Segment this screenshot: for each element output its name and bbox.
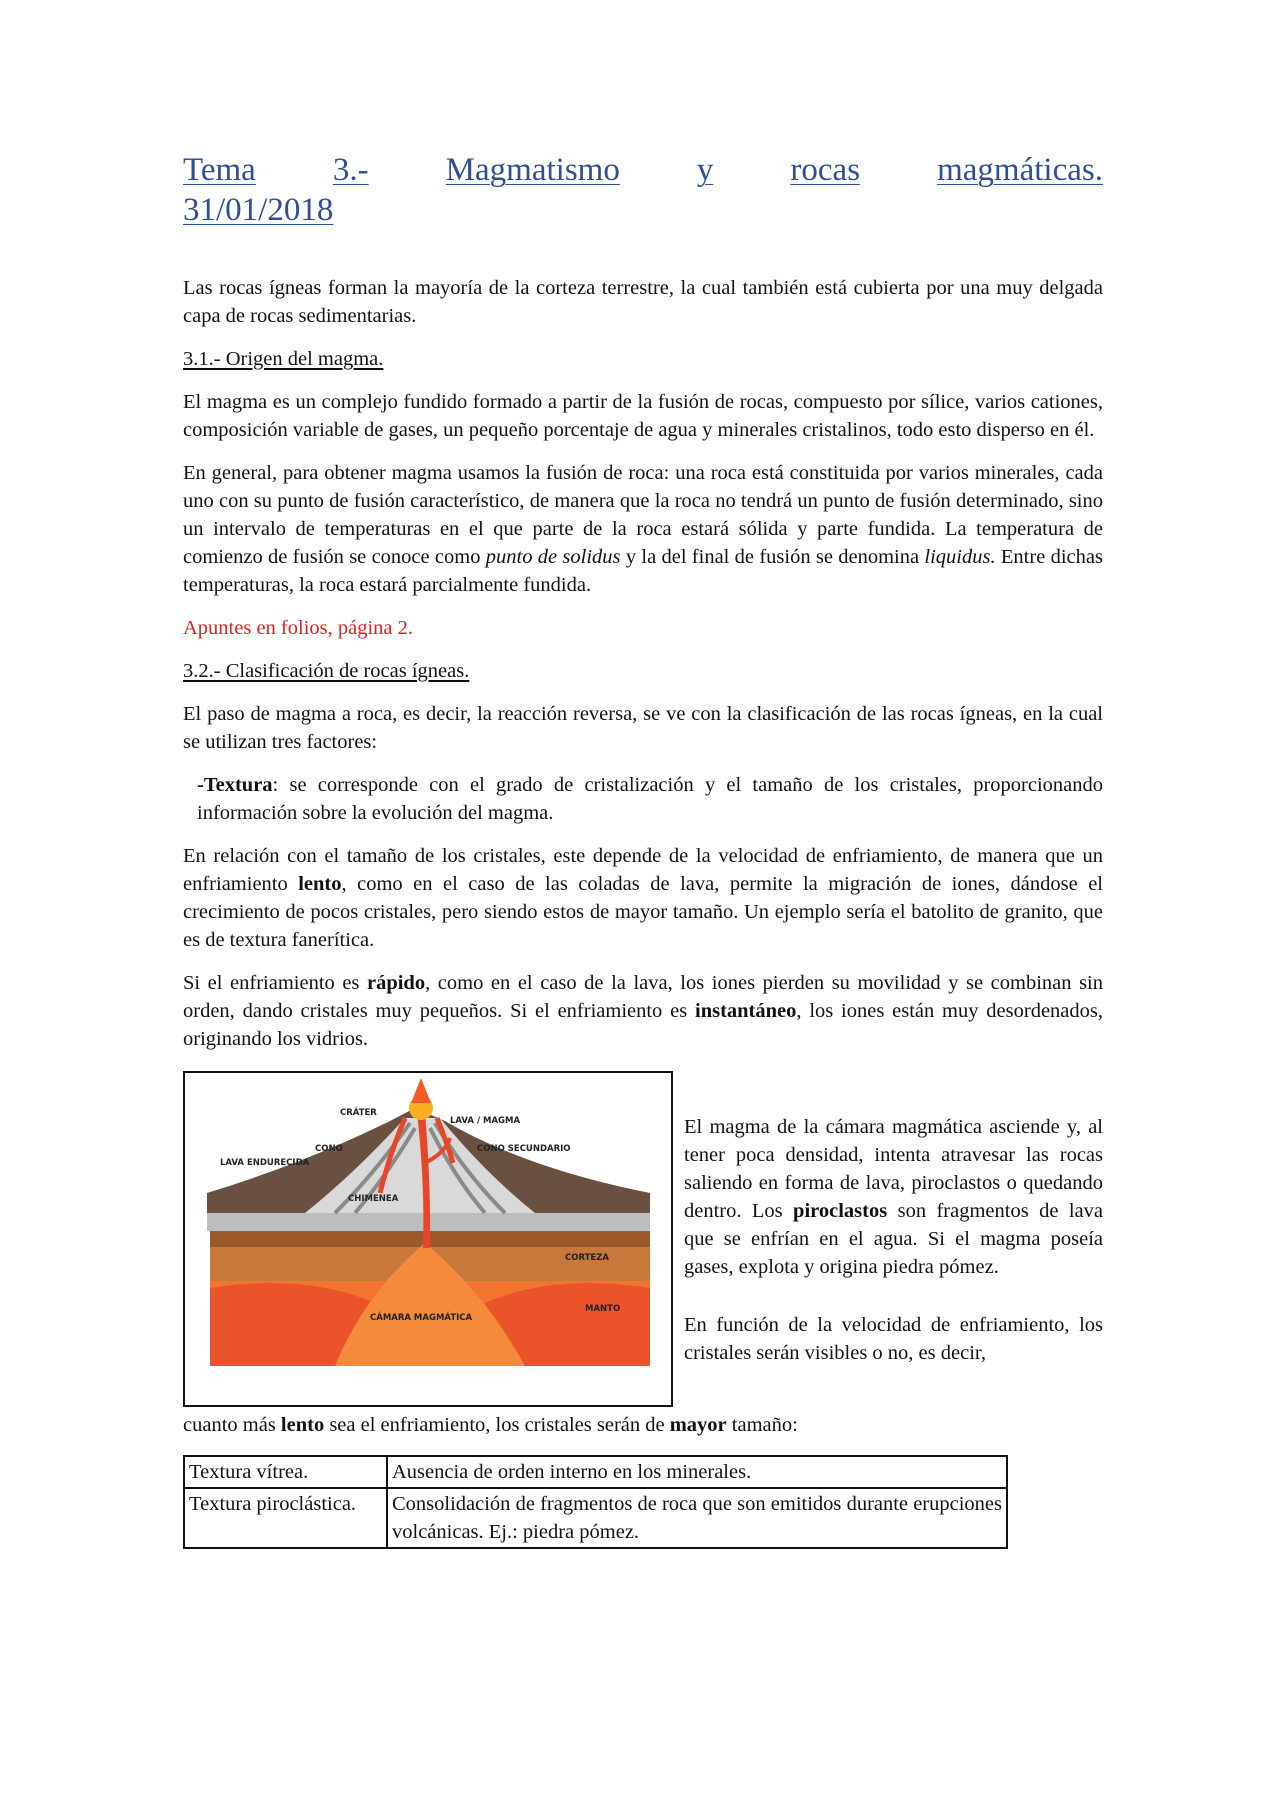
table-cell-name: Textura vítrea. bbox=[184, 1456, 387, 1488]
title-word: 3.- bbox=[332, 152, 369, 188]
section-heading-clasificacion: 3.2.- Clasificación de rocas ígneas. bbox=[183, 660, 470, 682]
label-corteza: CORTEZA bbox=[565, 1253, 609, 1263]
label-camara: CÁMARA MAGMÁTICA bbox=[370, 1313, 473, 1323]
term-liquidus: liquidus. bbox=[924, 546, 996, 568]
term-textura: -Textura bbox=[197, 774, 273, 796]
paragraph-camara-magmatica: El magma de la cámara magmática asciende y, al tener poca densidad, intenta atravesar las rocas saliendo en forma de lava, piroclastos o quedando dentro. Los piroclastos son fragmentos de lava que se enfrían en el agua. Si el magma poseía gases, explota y origina piedra pómez. bbox=[684, 1116, 1103, 1278]
volcano-figure bbox=[183, 1071, 673, 1407]
volcano-diagram bbox=[185, 1073, 671, 1405]
paragraph-magma-definition: El magma es un complejo fundido formado a partir de la fusión de rocas, compuesto por sílice, varios cationes, composición variable de gases, un pequeño porcentaje de agua y minerales cristalinos, todo esto disperso en él. bbox=[183, 391, 1103, 441]
label-manto: MANTO bbox=[585, 1304, 621, 1314]
title-date: 31/01/2018 bbox=[183, 192, 334, 228]
title-word: magmáticas. bbox=[937, 152, 1103, 188]
table-cell-name: Textura piroclástica. bbox=[184, 1488, 387, 1548]
paragraph-cuanto-mas-lento: cuanto más lento sea el enfriamiento, los cristales serán de mayor tamaño: bbox=[183, 1414, 798, 1436]
table-row bbox=[184, 1456, 1007, 1488]
paragraph-textura: -Textura: se corresponde con el grado de cristalización y el tamaño de los cristales, proporcionando información sobre la evolución del magma. bbox=[197, 774, 1103, 824]
intro-paragraph: Las rocas ígneas forman la mayoría de la corteza terrestre, la cual también está cubierta por una muy delgada capa de rocas sedimentarias. bbox=[183, 277, 1103, 327]
label-chimenea: CHIMENEA bbox=[348, 1194, 399, 1204]
paragraph-clasificacion: El paso de magma a roca, es decir, la reacción reversa, se ve con la clasificación de las rocas ígneas, en la cual se utilizan tres factores: bbox=[183, 703, 1103, 753]
figure-section bbox=[183, 1071, 1103, 1441]
title-word: Magmatismo bbox=[445, 152, 620, 188]
paragraph-funcion-velocidad: En función de la velocidad de enfriamiento, los cristales serán visibles o no, es decir, bbox=[684, 1314, 1103, 1364]
document-page bbox=[183, 150, 1103, 1549]
table-cell-desc: Ausencia de orden interno en los minerales. bbox=[387, 1456, 1007, 1488]
label-cono: CONO bbox=[315, 1144, 343, 1154]
document-title bbox=[183, 150, 1103, 230]
note-apuntes: Apuntes en folios, página 2. bbox=[183, 617, 414, 639]
paragraph-tamano-cristales: En relación con el tamaño de los cristales, este depende de la velocidad de enfriamiento, de manera que un enfriamiento lento, como en el caso de las coladas de lava, permite la migración de iones, dándose el crecimiento de pocos cristales, pero siendo estos de mayor tamaño. Un ejemplo sería el batolito de granito, que es de textura fanerítica. bbox=[183, 845, 1104, 951]
texturas-table bbox=[183, 1455, 1008, 1549]
table-row bbox=[184, 1488, 1007, 1548]
term-solidus: punto de solidus bbox=[485, 546, 621, 568]
paragraph-fusion: En general, para obtener magma usamos la fusión de roca: una roca está constituida por varios minerales, cada uno con su punto de fusión característico, de manera que la roca no tendrá un punto de fusión determinado, sino un intervalo de temperaturas en el que parte de la roca estará sólida y parte fundida. La temperatura de comienzo de fusión se conoce como punto de solidus y la del final de fusión se denomina liquidus. Entre dichas temperaturas, la roca estará parcialmente fundida. bbox=[183, 462, 1103, 596]
table-cell-desc: Consolidación de fragmentos de roca que son emitidos durante erupciones volcánicas. Ej.: piedra pómez. bbox=[387, 1488, 1007, 1548]
paragraph-enfriamiento-rapido: Si el enfriamiento es rápido, como en el caso de la lava, los iones pierden su movilidad y se combinan sin orden, dando cristales muy pequeños. Si el enfriamiento es instantáneo, los iones están muy desordenados, originando los vidrios. bbox=[183, 972, 1103, 1050]
label-crater: CRÁTER bbox=[340, 1108, 377, 1118]
title-word: Tema bbox=[183, 152, 256, 188]
label-cono-secundario: CONO SECUNDARIO bbox=[477, 1144, 571, 1154]
label-lava-endurecida: LAVA ENDURECIDA bbox=[220, 1158, 310, 1168]
title-word: rocas bbox=[790, 152, 861, 188]
label-lava-magma: LAVA / MAGMA bbox=[450, 1116, 521, 1126]
title-word: y bbox=[696, 152, 714, 188]
figure-side-text bbox=[684, 1113, 1103, 1389]
section-heading-origen: 3.1.- Origen del magma. bbox=[183, 348, 384, 370]
